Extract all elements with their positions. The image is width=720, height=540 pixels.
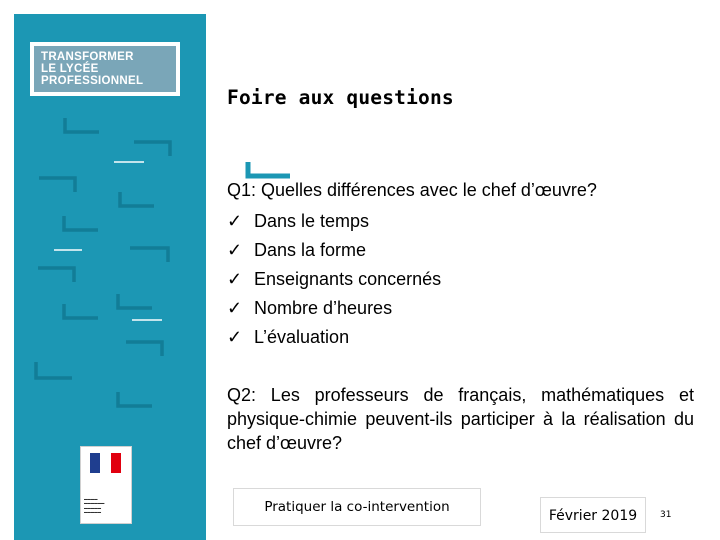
footer-topic: Pratiquer la co-intervention bbox=[233, 488, 481, 526]
logo-line-1: TRANSFORMER bbox=[41, 51, 134, 63]
french-flag-icon bbox=[90, 453, 121, 473]
list-item: ✓ Dans le temps bbox=[227, 207, 441, 236]
checkmark-icon: ✓ bbox=[227, 211, 243, 231]
footer-date: Février 2019 bbox=[540, 497, 646, 533]
program-logo bbox=[30, 42, 180, 96]
page-number: 31 bbox=[660, 510, 672, 520]
list-item: ✓ Dans la forme bbox=[227, 236, 441, 265]
checkmark-icon: ✓ bbox=[227, 240, 243, 260]
ministry-logo bbox=[80, 446, 132, 524]
checkmark-icon: ✓ bbox=[227, 298, 243, 318]
checkmark-icon: ✓ bbox=[227, 269, 243, 289]
list-item: ✓ L’évaluation bbox=[227, 323, 441, 352]
page-title: Foire aux questions bbox=[227, 86, 454, 109]
list-item: ✓ Nombre d’heures bbox=[227, 294, 441, 323]
ministry-name-mark: ▬▬▬▬ ▬▬▬▬▬▬ ▬▬▬▬▬ ▬▬▬▬▬ bbox=[84, 497, 105, 515]
checkmark-icon: ✓ bbox=[227, 327, 243, 347]
logo-line-3: PROFESSIONNEL bbox=[41, 75, 144, 87]
question-1-list bbox=[227, 207, 441, 352]
list-item: ✓ Enseignants concernés bbox=[227, 265, 441, 294]
question-1-heading: Q1: Quelles différences avec le chef d’œuvre? bbox=[227, 180, 597, 200]
logo-line-2: LE LYCÉE bbox=[41, 63, 99, 75]
question-2-text: Q2: Les professeurs de français, mathématiques et physique-chimie peuvent-ils participer à la réalisation du chef d’œuvre? bbox=[227, 385, 694, 453]
bracket-decoration-light-icon bbox=[14, 100, 206, 420]
